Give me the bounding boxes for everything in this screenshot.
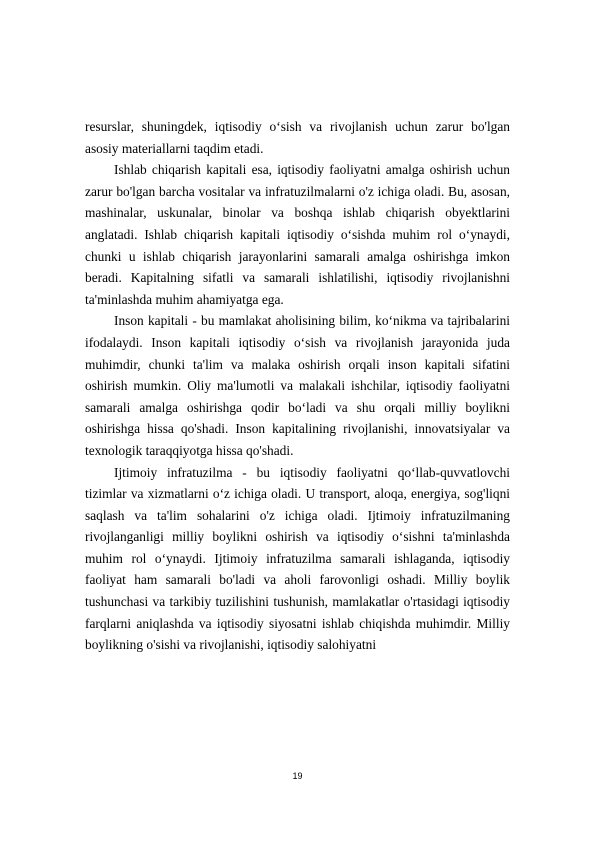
paragraph-social-infrastructure: Ijtimoiy infratuzilma - bu iqtisodiy faoliyatni qo‘llab-quvvatlovchi tizimlar va xizmatlarni o‘z ichiga oladi. U transport, aloqa, energiya, sog'liqni saqlash va ta'lim sohalarini o'z ichiga oladi. Ijtimoiy infratuzilmaning rivojlanganligi milliy boylikni oshirish va iqtisodiy o‘sishni ta'minlashda muhim rol o‘ynaydi. Ijtimoiy infratuzilma samarali ishlaganda, iqtisodiy faoliyat ham samarali bo'ladi va aholi farovonligi oshadi. Milliy boylik tushunchasi va tarkibiy tuzilishini tushunish, mamlakatlar o'rtasidagi iqtisodiy farqlarni aniqlashda va iqtisodiy siyosatni ishlab chiqishda muhimdir. Milliy boylikning o'sishi va rivojlanishi, iqtisodiy salohiyatni: [85, 464, 510, 653]
paragraph-human-capital: Inson kapitali - bu mamlakat aholisining bilim, ko‘nikma va tajribalarini ifodalaydi. Inson kapitali iqtisodiy o‘sish va rivojlanish jarayonida juda muhimdir, chunki ta'lim va malaka oshirish orqali inson kapitali sifatini oshirish mumkin. Oliy ma'lumotli va malakali ishchilar, iqtisodiy faoliyatni samarali amalga oshirishga qodir bo‘ladi va shu orqali milliy boylikni oshirishga hissa qo'shadi. Inson kapitalining rivojlanishi, innovatsiyalar va texnologik taraqqiyotga hissa qo'shadi.: [85, 313, 510, 458]
page-number: 19: [292, 771, 303, 781]
paragraph-production-capital: Ishlab chiqarish kapitali esa, iqtisodiy faoliyatni amalga oshirish uchun zarur bo'lgan barcha vositalar va infratuzilmalarni o'z ichiga oladi. Bu, asosan, mashinalar, uskunalar, binolar va boshqa ishlab chiqarish obyektlarini anglatadi. Ishlab chiqarish kapitali iqtisodiy o‘sishda muhim rol o‘ynaydi, chunki u ishlab chiqarish jarayonlarini samarali amalga oshirishga imkon beradi. Kapitalning sifatli va samarali ishlatilishi, iqtisodiy rivojlanishni ta'minlashda muhim ahamiyatga ega.: [85, 162, 510, 307]
body-text: [85, 116, 510, 656]
paragraph-continuation: resurslar, shuningdek, iqtisodiy o‘sish va rivojlanish uchun zarur bo'lgan asosiy materiallarni taqdim etadi.: [85, 119, 510, 156]
